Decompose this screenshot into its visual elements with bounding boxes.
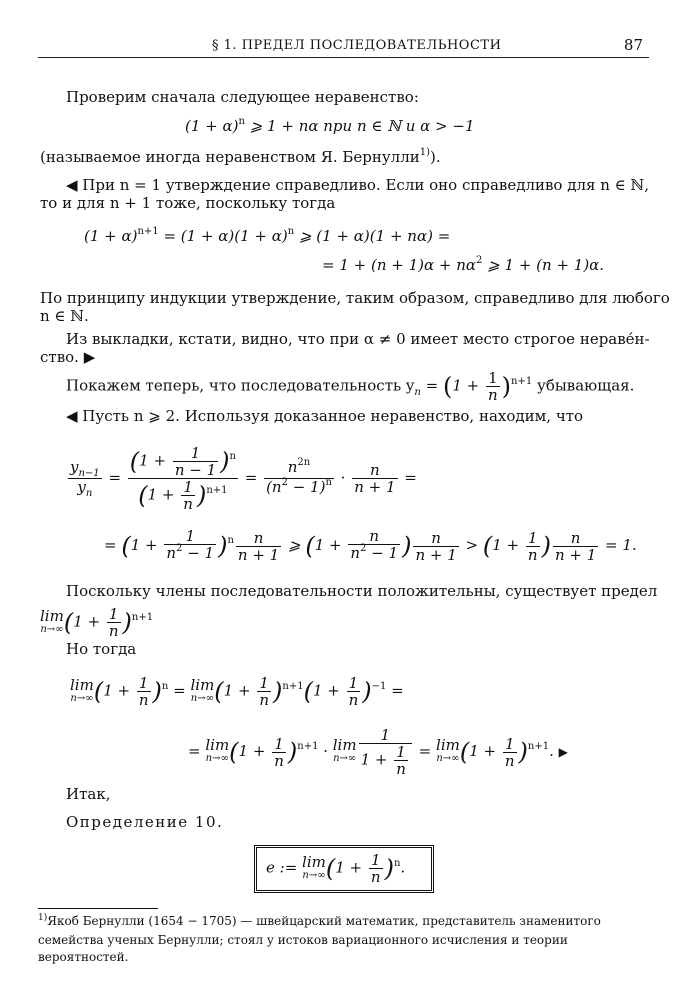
paragraph-bernoulli: (называемое иногда неравенством Я. Бернулли$^{1)}$).: [40, 147, 441, 166]
footnote: $^{1)}$Якоб Бернулли (1654 − 1705) — швейцарский математик, представитель знаменитого семейства ученых Бернулли; стоял у истоков вариационного исчисления и теории вероятностей.: [38, 913, 601, 964]
equation-induction-2: = $1 + (n + 1)\alpha + n\alpha^2$ ⩾ 1 + (n + 1)α.: [322, 255, 605, 274]
paragraph-proof-start: ◀ Пусть n ⩾ 2. Используя доказанное неравенство, находим, что: [66, 407, 584, 425]
paragraph-conclusion-1: По принципу индукции утверждение, таким образом, справедливо для любого: [40, 289, 670, 307]
footnote-rule: [38, 908, 158, 909]
paragraph-limit-exists: Поскольку члены последовательности положительны, существует предел: [66, 582, 658, 600]
equation-ratio-2: = (1 + $\frac{1}{n^2 - 1}$ )$^n$ $\frac{n}{n + 1}$ ⩾ (1 + $\frac{n}{n^2 - 1}$ ) $\frac{n}{n + 1}$ > (1 + $\frac{1}{n}$ ) $\frac{n}{n + 1}$ = 1.: [104, 527, 637, 564]
paragraph-induction-2: то и для n + 1 тоже, поскольку тогда: [40, 194, 336, 212]
bernoulli-inequality: $(1 + \alpha)^n$ ⩾ 1 + nα при n ∈ ℕ и α > −1: [185, 116, 475, 135]
equation-induction-1: $(1 + \alpha)^{n+1} = (1 + \alpha)(1 + \alpha)^n$ ⩾ (1 + α)(1 + nα) =: [84, 226, 451, 245]
paragraph-strict-2: ство. ▶: [40, 348, 96, 366]
equation-limit-2: = lim n→∞ (1 + $\frac{1}{n}$ )$^{n+1}$ · lim n→∞ 1 1 + $\frac{1}{n}$ = lim n→∞ (1 + $\frac{1}{n}$ )$^{n+1}$. ▶: [188, 726, 568, 778]
limit-expression: lim n→∞ (1 + $\frac{1}{n}$ )$^{n+1}$: [40, 605, 154, 640]
running-header: § 1. ПРЕДЕЛ ПОСЛЕДОВАТЕЛЬНОСТИ: [212, 38, 502, 53]
equation-limit-1: lim n→∞ (1 + $\frac{1}{n}$ )$^n$ = lim n→∞ (1 + $\frac{1}{n}$ )$^{n+1}$(1 + $\frac{1}{n}$ )$^{-1}$ =: [70, 674, 404, 709]
paragraph-conclusion-2: n ∈ ℕ.: [40, 307, 89, 325]
paragraph-intro: Проверим сначала следующее неравенство:: [66, 88, 419, 106]
header-rule: [38, 57, 649, 58]
paragraph-strict-1: Из выкладки, кстати, видно, что при α ≠ 0 имеет место строгое нераве́н-: [66, 330, 650, 348]
paragraph-so: Итак,: [66, 785, 111, 803]
paragraph-induction-1: ◀ При n = 1 утверждение справедливо. Если оно справедливо для n ∈ ℕ,: [66, 176, 649, 194]
paragraph-sequence: Покажем теперь, что последовательность $y_n = (1$ + $\frac{1}{n}$ )$^{n+1}$ убывающая.: [66, 369, 635, 404]
paragraph-then: Но тогда: [66, 640, 137, 658]
definition-e: e := lim n→∞ (1 + $\frac{1}{n}$ )$^n$.: [266, 851, 406, 886]
definition-label: Определение 10.: [66, 813, 224, 831]
page-number: 87: [623, 36, 643, 54]
equation-ratio-1: $\frac{y_{n-1}}{y_n}$ = (1 + $\frac{1}{n - 1}$ )$^n$ (1 + $\frac{1}{n}$ )$^{n+1}$ = $\frac{n^{2n}}{(n^2 - 1)^n}$ · $\frac{n}{n + 1}$ =: [70, 444, 417, 513]
